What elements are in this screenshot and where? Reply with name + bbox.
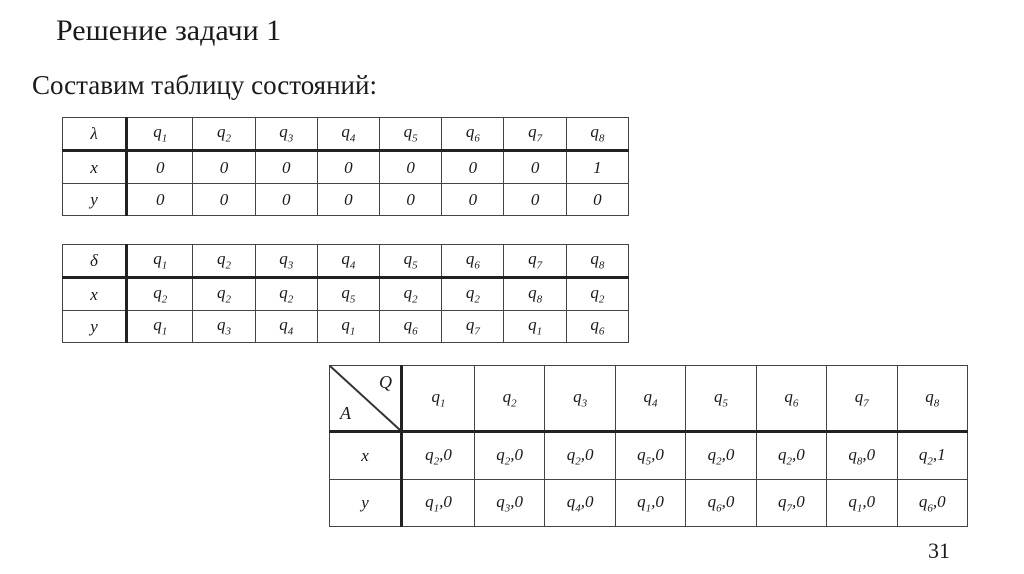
transition-output-cell: $q_2,0$ <box>474 432 544 480</box>
output-value-cell: 0 <box>504 184 566 216</box>
output-value: 0 <box>514 491 524 511</box>
next-state-cell: $q_8$ <box>504 278 566 311</box>
state-index: 2 <box>927 455 933 468</box>
state-index: 2 <box>225 259 231 272</box>
transition-output-cell: $q_3,0$ <box>474 480 544 527</box>
next-state-cell: $q_2$ <box>255 278 317 311</box>
next-state-cell: $q_2$ <box>566 278 628 311</box>
corner-symbol: δ <box>63 245 127 278</box>
state-header-cell: $q_2$ <box>474 366 544 432</box>
output-value: 0 <box>866 444 876 464</box>
output-value-cell: 0 <box>127 184 193 216</box>
table-row <box>330 432 968 480</box>
state-header-cell: $q_3$ <box>545 366 615 432</box>
state-index: 1 <box>161 259 168 272</box>
state-header-cell: $q_5$ <box>380 118 442 151</box>
table-row <box>63 184 629 216</box>
state-index: 6 <box>716 502 722 515</box>
state-index: 2 <box>225 293 231 306</box>
state-index: 4 <box>652 397 658 410</box>
next-state-cell: $q_6$ <box>380 311 442 343</box>
next-state-cell: $q_2$ <box>193 278 255 311</box>
state-index: 6 <box>598 325 605 338</box>
output-value-cell: 0 <box>193 151 255 184</box>
next-state-cell: $q_1$ <box>127 311 193 343</box>
state-index: 6 <box>474 132 480 145</box>
input-label-cell: x <box>63 278 127 311</box>
state-index: 1 <box>349 325 356 338</box>
state-index: 5 <box>412 259 418 272</box>
corner-inputs-label: A <box>340 403 351 423</box>
corner-cell <box>330 366 402 432</box>
output-value: 0 <box>725 491 735 511</box>
slide-title: Решение задачи 1 <box>56 14 282 47</box>
state-header-cell: $q_2$ <box>193 245 255 278</box>
transition-output-cell: $q_2,0$ <box>686 432 756 480</box>
state-index: 1 <box>161 325 168 338</box>
state-index: 1 <box>433 502 440 515</box>
output-value-cell: 0 <box>127 151 193 184</box>
header-row <box>330 366 968 432</box>
transition-output-cell: $q_2,1$ <box>897 432 968 480</box>
output-value: 0 <box>796 491 805 511</box>
next-state-cell: $q_2$ <box>127 278 193 311</box>
state-index: 1 <box>856 502 863 515</box>
input-label-cell: y <box>330 480 402 527</box>
output-value: 0 <box>443 491 452 511</box>
state-index: 4 <box>575 502 581 515</box>
output-value: 0 <box>655 491 664 511</box>
state-index: 2 <box>412 293 418 306</box>
corner-states-label: Q <box>379 372 392 392</box>
state-index: 1 <box>645 502 652 515</box>
next-state-cell: $q_1$ <box>317 311 379 343</box>
state-index: 6 <box>927 502 933 515</box>
output-value-cell: 0 <box>193 184 255 216</box>
output-value-cell: 0 <box>255 151 317 184</box>
state-index: 8 <box>598 259 605 272</box>
state-index: 7 <box>536 132 543 145</box>
transition-output-cell: $q_2,0$ <box>545 432 615 480</box>
state-header-cell: $q_1$ <box>127 245 193 278</box>
output-value-cell: 0 <box>380 184 442 216</box>
output-function-table <box>62 117 629 216</box>
output-value-cell: 0 <box>566 184 628 216</box>
next-state-cell: $q_4$ <box>255 311 317 343</box>
transition-output-cell: $q_1,0$ <box>827 480 897 527</box>
state-index: 2 <box>433 455 440 468</box>
state-header-cell: $q_5$ <box>686 366 756 432</box>
state-index: 6 <box>412 325 418 338</box>
state-header-cell: $q_3$ <box>255 245 317 278</box>
table-row <box>330 480 968 527</box>
next-state-cell: $q_6$ <box>566 311 628 343</box>
state-index: 2 <box>161 293 168 306</box>
output-value-cell: 0 <box>442 184 504 216</box>
state-header-cell: $q_8$ <box>897 366 968 432</box>
state-index: 6 <box>474 259 480 272</box>
state-index: 5 <box>412 132 418 145</box>
state-header-cell: $q_7$ <box>504 245 566 278</box>
state-index: 2 <box>225 132 231 145</box>
corner-symbol: λ <box>63 118 127 151</box>
output-value: 0 <box>443 444 452 464</box>
state-index: 1 <box>439 397 446 410</box>
next-state-cell: $q_2$ <box>442 278 504 311</box>
transition-output-cell: $q_4,0$ <box>545 480 615 527</box>
table-row <box>63 278 629 311</box>
state-index: 5 <box>645 455 652 468</box>
state-index: 8 <box>598 132 605 145</box>
state-index: 5 <box>722 397 728 410</box>
output-value: 0 <box>655 444 664 464</box>
state-index: 8 <box>856 455 863 468</box>
transition-function-table <box>62 244 629 343</box>
state-index: 2 <box>786 455 792 468</box>
header-row <box>63 118 629 151</box>
table-row <box>63 311 629 343</box>
output-value-cell: 0 <box>442 151 504 184</box>
output-value: 1 <box>937 444 946 464</box>
transition-output-cell: $q_1,0$ <box>402 480 475 527</box>
output-value: 0 <box>796 444 805 464</box>
state-header-cell: $q_5$ <box>380 245 442 278</box>
state-header-cell: $q_3$ <box>255 118 317 151</box>
input-label-cell: x <box>63 151 127 184</box>
output-value: 0 <box>725 444 735 464</box>
state-header-cell: $q_6$ <box>756 366 826 432</box>
output-value-cell: 0 <box>317 184 379 216</box>
output-value: 0 <box>514 444 524 464</box>
state-header-cell: $q_4$ <box>317 118 379 151</box>
transition-output-cell: $q_1,0$ <box>615 480 685 527</box>
state-header-cell: $q_8$ <box>566 118 628 151</box>
output-value: 0 <box>584 491 594 511</box>
state-index: 2 <box>474 293 480 306</box>
state-index: 3 <box>504 502 511 515</box>
state-header-cell: $q_6$ <box>442 245 504 278</box>
state-header-cell: $q_8$ <box>566 245 628 278</box>
slide-subtitle: Составим таблицу состояний: <box>32 70 377 100</box>
output-value-cell: 0 <box>255 184 317 216</box>
output-value: 0 <box>937 491 946 511</box>
state-index: 2 <box>511 397 517 410</box>
transition-output-cell: $q_5,0$ <box>615 432 685 480</box>
transition-output-cell: $q_6,0$ <box>897 480 968 527</box>
page-number: 31 <box>928 538 950 563</box>
state-index: 1 <box>536 325 543 338</box>
state-index: 7 <box>536 259 543 272</box>
state-header-cell: $q_7$ <box>504 118 566 151</box>
state-index: 8 <box>536 293 543 306</box>
state-header-cell: $q_6$ <box>442 118 504 151</box>
state-header-cell: $q_1$ <box>127 118 193 151</box>
state-index: 6 <box>792 397 799 410</box>
input-label-cell: y <box>63 311 127 343</box>
state-index: 3 <box>225 325 231 338</box>
input-label-cell: y <box>63 184 127 216</box>
state-index: 7 <box>863 397 869 410</box>
state-index: 2 <box>598 293 605 306</box>
state-header-cell: $q_4$ <box>615 366 685 432</box>
state-index: 3 <box>287 259 294 272</box>
state-index: 1 <box>161 132 168 145</box>
state-index: 4 <box>349 259 356 272</box>
state-index: 4 <box>287 325 294 338</box>
state-index: 3 <box>581 397 588 410</box>
output-value-cell: 0 <box>317 151 379 184</box>
combined-state-table <box>329 365 968 527</box>
state-index: 7 <box>474 325 480 338</box>
output-value-cell: 0 <box>380 151 442 184</box>
state-header-cell: $q_7$ <box>827 366 897 432</box>
next-state-cell: $q_7$ <box>442 311 504 343</box>
transition-output-cell: $q_8,0$ <box>827 432 897 480</box>
next-state-cell: $q_5$ <box>317 278 379 311</box>
transition-output-cell: $q_2,0$ <box>402 432 475 480</box>
state-index: 7 <box>786 502 792 515</box>
output-value: 0 <box>866 491 876 511</box>
state-index: 2 <box>716 455 722 468</box>
next-state-cell: $q_3$ <box>193 311 255 343</box>
state-index: 8 <box>933 397 940 410</box>
state-index: 2 <box>575 455 581 468</box>
state-header-cell: $q_1$ <box>402 366 475 432</box>
state-header-cell: $q_2$ <box>193 118 255 151</box>
transition-output-cell: $q_2,0$ <box>756 432 826 480</box>
input-label-cell: x <box>330 432 402 480</box>
state-index: 2 <box>504 455 511 468</box>
table-row <box>63 151 629 184</box>
transition-output-cell: $q_7,0$ <box>756 480 826 527</box>
state-index: 5 <box>349 293 356 306</box>
output-value: 0 <box>584 444 594 464</box>
output-value-cell: 0 <box>504 151 566 184</box>
output-value-cell: 1 <box>566 151 628 184</box>
state-index: 3 <box>287 132 294 145</box>
state-header-cell: $q_4$ <box>317 245 379 278</box>
state-index: 4 <box>349 132 356 145</box>
next-state-cell: $q_2$ <box>380 278 442 311</box>
header-row <box>63 245 629 278</box>
next-state-cell: $q_1$ <box>504 311 566 343</box>
transition-output-cell: $q_6,0$ <box>686 480 756 527</box>
state-index: 2 <box>287 293 294 306</box>
